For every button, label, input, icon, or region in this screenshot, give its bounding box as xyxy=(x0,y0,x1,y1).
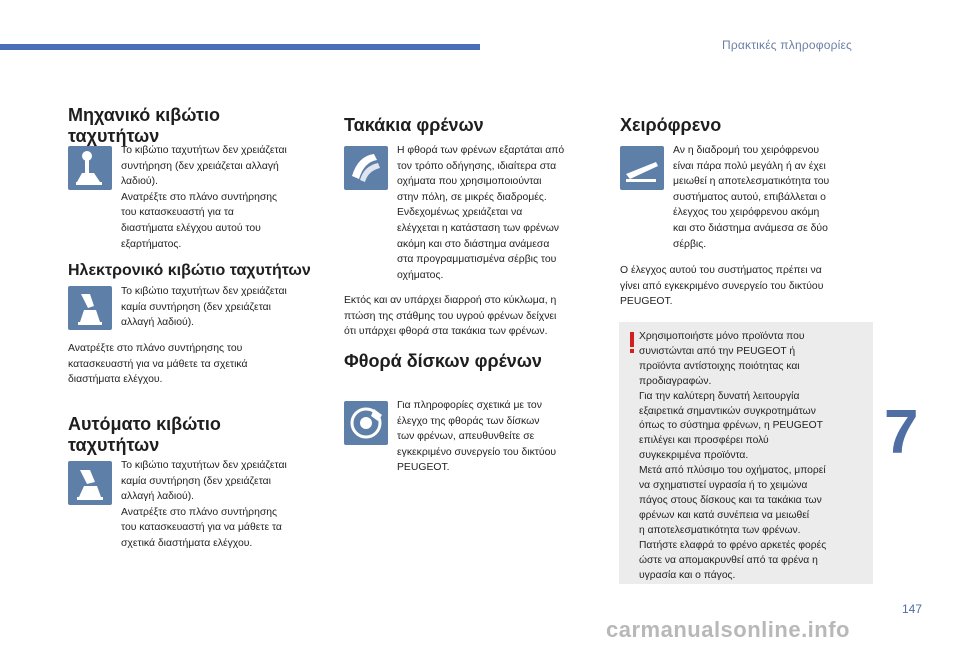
handbrake-note: Ο έλεγχος αυτού του συστήματος πρέπει να γίνει από εγκεκριμένο συνεργείο του δικτύου PEUGEOT. xyxy=(620,265,824,308)
automatic-gearbox-text: Το κιβώτιο ταχυτήτων δεν χρειάζεται καμία συντήρηση (δεν χρειάζεται αλλαγή λαδιού). Ανατρέξτε στο πλάνο συντήρησης του κατασκευαστή για να μάθετε τα σχετικά διαστήματα ελέγχου. xyxy=(121,460,287,549)
brake-pads-note: Εκτός και αν υπάρχει διαρροή στο κύκλωμα, η πτώση της στάθμης του υγρού φρένων δείχνει ότι υπάρχει φθορά στα τακάκια των φρένων. xyxy=(344,295,557,338)
brake-discs-text: Για πληροφορίες σχετικά με τον έλεγχο της φθοράς των δίσκων των φρένων, απευθυνθείτε σε εγκεκριμένο συνεργείο του δικτύου PEUGEOT. xyxy=(397,400,557,474)
brake-pad-icon xyxy=(344,146,388,190)
warning-exclamation-icon xyxy=(629,332,635,354)
electronic-gearbox-heading: Ηλεκτρονικό κιβώτιο ταχυτήτων xyxy=(68,262,311,279)
brake-disc-icon xyxy=(344,401,388,445)
automatic-gearbox-heading: Αυτόματο κιβώτιο ταχυτήτων xyxy=(68,414,221,455)
manual-gearbox-text: Το κιβώτιο ταχυτήτων δεν χρειάζεται συντήρηση (δεν χρειάζεται αλλαγή λαδιού). Ανατρέξτε στο πλάνο συντήρησης του κατασκευαστή για τα διαστήματα ελέγχου αυτού του εξαρτήματος. xyxy=(121,145,287,250)
gear-lever-icon xyxy=(68,146,112,190)
brake-discs-heading: Φθορά δίσκων φρένων xyxy=(344,351,542,371)
handbrake-icon xyxy=(620,146,664,190)
section-title: Πρακτικές πληροφορίες xyxy=(722,38,853,52)
page-number: 147 xyxy=(902,602,923,616)
electronic-gearbox-note: Ανατρέξτε στο πλάνο συντήρησης του κατασκευαστή για να μάθετε τα σχετικά διαστήματα ελέγχου. xyxy=(68,343,248,386)
automatic-gear-icon xyxy=(68,461,112,505)
brake-pads-heading: Τακάκια φρένων xyxy=(344,115,484,135)
manual-gearbox-heading: Μηχανικό κιβώτιο ταχυτήτων xyxy=(68,105,220,146)
header-accent-bar xyxy=(0,44,480,50)
handbrake-heading: Χειρόφρενο xyxy=(620,115,722,135)
chapter-number: 7 xyxy=(884,398,919,467)
brake-pads-text: Η φθορά των φρένων εξαρτάται από τον τρόπο οδήγησης, ιδιαίτερα στα οχήματα που χρησιμοποιούνται στην πόλη, σε μικρές διαδρομές. Ενδεχομένως χρειάζεται να ελέγχεται η κατάσταση των φρένων ακόμη και στο διάστημα ανάμεσα στα προγραμματισμένα σέρβις του οχήματος. xyxy=(397,145,565,281)
electronic-gearbox-text: Το κιβώτιο ταχυτήτων δεν χρειάζεται καμία συντήρηση (δεν χρειάζεται αλλαγή λαδιού). xyxy=(121,286,287,329)
warning-text: Χρησιμοποιήστε μόνο προϊόντα που συνιστώνται από την PEUGEOT ή προϊόντα αντίστοιχης ποιότητας και προδιαγραφών. Για την καλύτερη δυνατή λειτουργία εξαιρετικά σημαντικών συγκροτημάτων όπως το σύστημα φρένων, η PEUGEOT επιλέγει και προσφέρει πολύ συγκεκριμένα προϊόντα. Μετά από πλύσιμο του οχήματος, μπορεί να σχηματιστεί υγρασία ή το χειμώνα πάγος στους δίσκους και τα τακάκια των φρένων και κατά συνέπεια να μειωθεί η αποτελεσματικότητα των φρένων. Πατήστε ελαφρά το φρένο αρκετές φορές ώστε να απομακρυνθεί από τα φρένα η υγρασία και ο πάγος. xyxy=(639,331,827,581)
electronic-gear-icon xyxy=(68,286,112,330)
handbrake-text: Αν η διαδρομή του χειρόφρενου είναι πάρα πολύ μεγάλη ή αν έχει μειωθεί η αποτελεσματικότητα του συστήματος αυτού, επιβάλλεται ο έλεγχος του χειρόφρενου ακόμη και στο διάστημα ανάμεσα σε δύο σέρβις. xyxy=(673,145,830,250)
watermark: carmanualsonline.info xyxy=(606,617,850,642)
